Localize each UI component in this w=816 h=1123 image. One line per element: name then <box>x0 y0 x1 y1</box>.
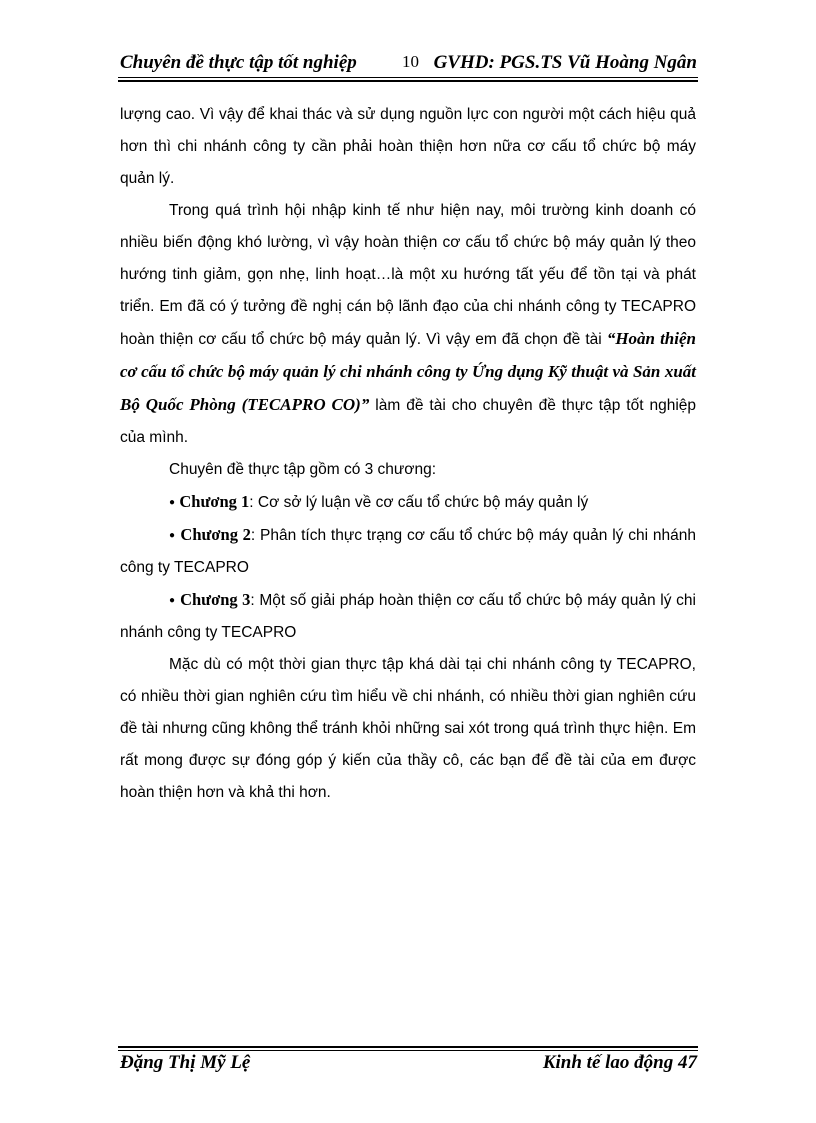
paragraph-2-end: làm đề tài cho chuyên đề thực tập tốt nghiệp của mình. <box>120 397 696 446</box>
chapter-2-text: : Phân tích thực trạng cơ cấu tổ chức bộ máy quản lý chi nhánh công ty TECAPRO <box>120 527 696 576</box>
header-title: Chuyên đề thực tập tốt nghiệp <box>120 52 357 73</box>
page-number: 10 <box>402 52 419 71</box>
chapter-2-label: Chương 2 <box>180 525 251 544</box>
body-text <box>120 99 696 809</box>
page-header <box>120 50 697 78</box>
bullet-icon: ● <box>169 530 176 541</box>
footer-author: Đặng Thị Mỹ Lệ <box>120 1052 251 1073</box>
header-rule-thin <box>118 77 698 78</box>
chapter-item-3 <box>120 584 696 649</box>
paragraph-2-start: Trong quá trình hội nhập kinh tế như hiện nay, môi trường kinh doanh có nhiều biến động khó lường, vì vậy hoàn thiện cơ cấu tổ chức bộ máy quản lý theo hướng tinh giảm, gọn nhẹ, linh hoạt…là một xu hướng tất yếu để tồn tại và phát triển. Em đã có ý tưởng đề nghị cán bộ lãnh đạo của chi nhánh công ty TECAPRO hoàn thiện cơ cấu tổ chức bộ máy quản lý. Vì vậy em đã chọn đề tài <box>120 202 696 348</box>
paragraph-1: lượng cao. Vì vậy để khai thác và sử dụng nguồn lực con người một cách hiệu quả hơn thì chi nhánh công ty cần phải hoàn thiện hơn nữa cơ cấu tổ chức bộ máy quản lý. <box>120 106 696 187</box>
page-footer <box>120 1052 697 1078</box>
header-advisor: GVHD: PGS.TS Vũ Hoàng Ngân <box>433 52 697 73</box>
footer-department: Kinh tế lao động 47 <box>542 1052 697 1073</box>
paragraph-4: Mặc dù có một thời gian thực tập khá dài tại chi nhánh công ty TECAPRO, có nhiều thời gian nghiên cứu tìm hiểu về chi nhánh, có nhiều thời gian nghiên cứu đề tài nhưng cũng không thể tránh khỏi những sai xót trong quá trình thực hiện. Em rất mong được sự đóng góp ý kiến của thầy cô, các bạn để đề tài của em được hoàn thiện hơn và khả thi hơn. <box>120 656 696 801</box>
chapter-1-label: Chương 1 <box>179 492 250 511</box>
thesis-title: “Hoàn thiện cơ cấu tổ chức bộ máy quản lý chi nhánh công ty Ứng dụng Kỹ thuật và Sản xuất Bộ Quốc Phòng (TECAPRO CO)” <box>120 329 696 414</box>
chapter-item-2 <box>120 519 696 584</box>
bullet-icon: ● <box>169 595 176 606</box>
footer-rule-thick <box>118 1046 698 1048</box>
paragraph-3: Chuyên đề thực tập gồm có 3 chương: <box>169 461 437 478</box>
header-rule-thick <box>118 80 698 82</box>
chapter-3-text: : Một số giải pháp hoàn thiện cơ cấu tổ chức bộ máy quản lý chi nhánh công ty TECAPRO <box>120 592 696 641</box>
chapter-item-1 <box>120 486 696 519</box>
chapter-1-text: : Cơ sở lý luận về cơ cấu tổ chức bộ máy quản lý <box>249 494 589 511</box>
footer-rule-thin <box>118 1050 698 1051</box>
bullet-icon: ● <box>169 497 176 508</box>
chapter-3-label: Chương 3 <box>180 590 251 609</box>
paragraph-2 <box>120 195 696 454</box>
